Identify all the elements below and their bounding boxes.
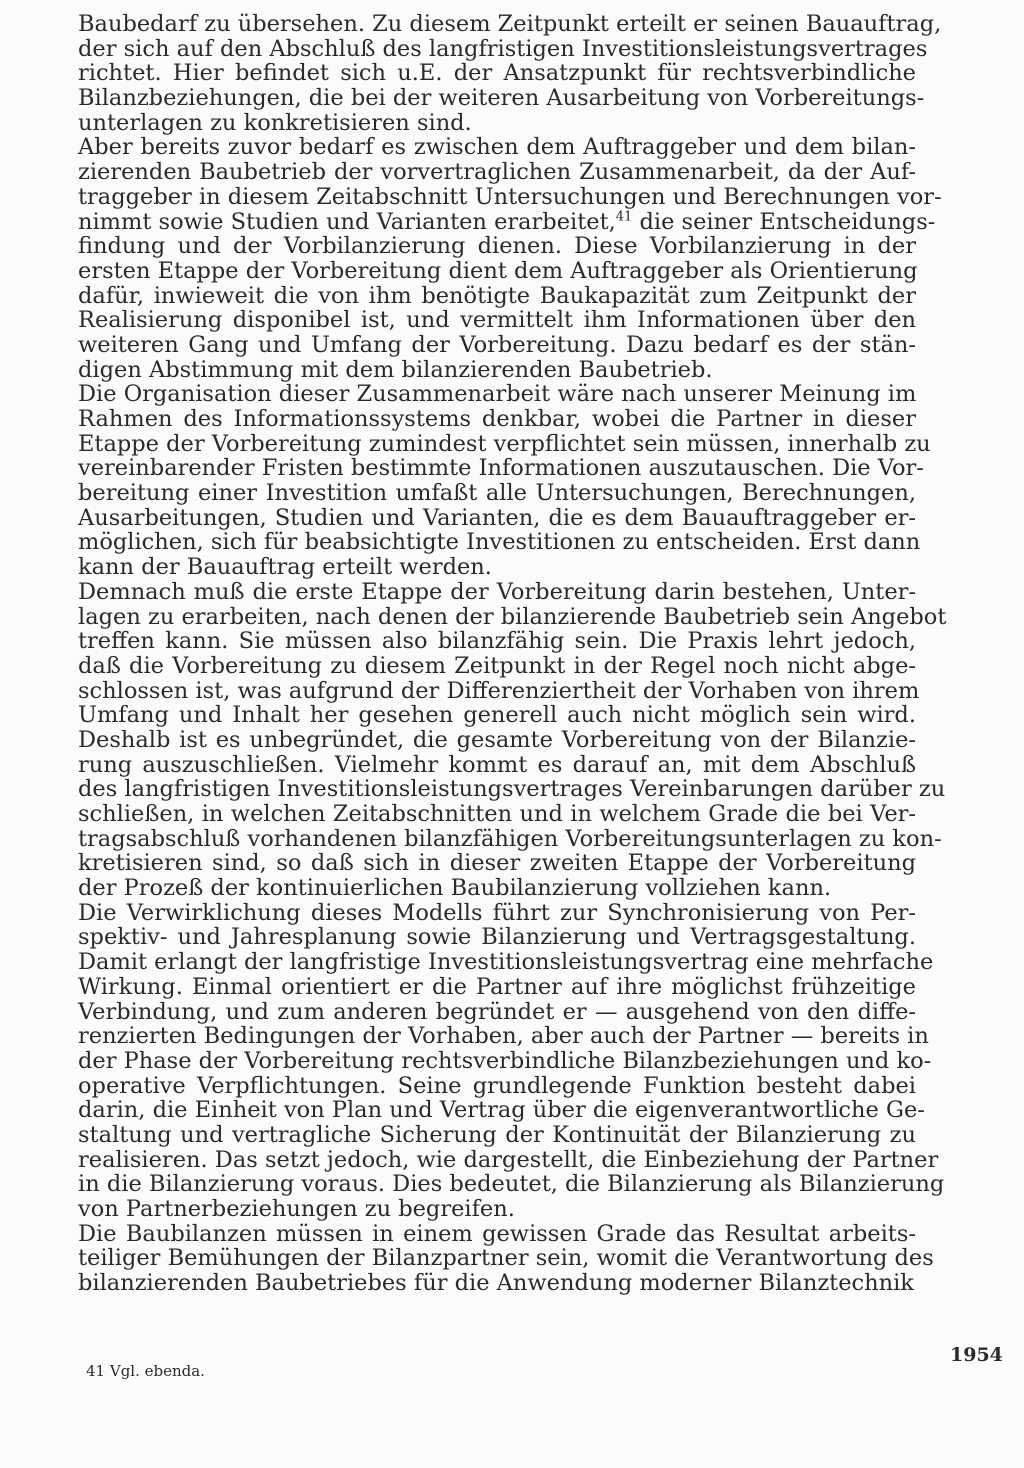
text-line: Etappe der Vorbereitung zumindest verpflichtet sein müssen, innerhalb zu (78, 430, 931, 457)
text-line: kretisieren sind, so daß sich in dieser zweiten Etappe der Vorbereitung (78, 850, 916, 877)
text-line: Die Baubilanzen müssen in einem gewissen Grade das Resultat arbeits- (78, 1220, 916, 1247)
text-line: digen Abstimmung mit dem bilanzierenden Baubetrieb. (78, 356, 713, 383)
text-line: dafür, inwieweit die von ihm benötigte Baukapazität zum Zeitpunkt der (78, 282, 916, 309)
text-line: Wirkung. Einmal orientiert er die Partner auf ihre möglichst frühzeitige (78, 973, 916, 1000)
text-line: nimmt sowie Studien und Varianten erarbeitet,$^{41}$ die seiner Entscheidungs- (78, 208, 936, 235)
text-line: staltung und vertragliche Sicherung der Kontinuität der Bilanzierung zu (78, 1121, 916, 1148)
text-line: spektiv- und Jahresplanung sowie Bilanzierung und Vertragsgestaltung. (78, 924, 916, 951)
text-line: Demnach muß die erste Etappe der Vorbereitung darin bestehen, Unter- (78, 578, 916, 605)
text-line: von Partnerbeziehungen zu begreifen. (78, 1196, 515, 1222)
text-line: Die Verwirklichung dieses Modells führt zur Synchronisierung von Per- (78, 899, 916, 926)
document-body (78, 11, 947, 1297)
text-line: traggeber in diesem Zeitabschnitt Untersuchungen und Berechnungen vor- (78, 183, 942, 210)
text-line: realisieren. Das setzt jedoch, wie dargestellt, die Einbeziehung der Partner (78, 1146, 939, 1173)
text-line: Rahmen des Informationssystems denkbar, wobei die Partner in dieser (78, 406, 916, 432)
text-line: teiliger Bemühungen der Bilanzpartner sein, womit die Verantwortung des (78, 1245, 934, 1272)
text-line: daß die Vorbereitung zu diesem Zeitpunkt in der Regel noch nicht abge- (78, 652, 916, 679)
text-line: ersten Etappe der Vorbereitung dient dem Auftraggeber als Orientierung (78, 257, 918, 284)
footnote: 41 Vgl. ebenda. (86, 1362, 205, 1380)
text-line: in die Bilanzierung voraus. Dies bedeutet, die Bilanzierung als Bilanzierung (78, 1171, 945, 1198)
text-line: rung auszuschließen. Vielmehr kommt es darauf an, mit dem Abschluß (78, 751, 916, 778)
text-line: schließen, in welchen Zeitabschnitten und in welchem Grade die bei Ver- (78, 801, 916, 827)
text-line: richtet. Hier befindet sich u.E. der Ansatzpunkt für rechtsverbindliche (78, 60, 916, 87)
text-line: weiteren Gang und Umfang der Vorbereitung. Dazu bedarf es der stän- (78, 331, 916, 358)
text-line: operative Verpflichtungen. Seine grundlegende Funktion besteht dabei (78, 1072, 916, 1099)
text-line: treffen kann. Sie müssen also bilanzfähig sein. Die Praxis lehrt jedoch, (78, 628, 916, 655)
footnote-ref: 41 (615, 209, 633, 224)
text-line: Realisierung disponibel ist, und vermittelt ihm Informationen über den (78, 307, 916, 334)
text-line: bilanzierenden Baubetriebes für die Anwendung moderner Bilanztechnik (78, 1270, 914, 1297)
page-number: 1954 (950, 1344, 1003, 1366)
text-line: vereinbarender Fristen bestimmte Informationen auszutauschen. Die Vor- (78, 455, 924, 482)
paragraph (78, 578, 947, 902)
text-line: Bilanzbeziehungen, die bei der weiteren Ausarbeitung von Vorbereitungs- (78, 85, 925, 112)
text-line: der Prozeß der kontinuierlichen Baubilanzierung vollziehen kann. (78, 875, 832, 902)
text-line: Baubedarf zu übersehen. Zu diesem Zeitpunkt erteilt er seinen Bauauftrag, (78, 11, 942, 37)
text-line: Verbindung, und zum anderen begründet er — ausgehend von den diffe- (78, 998, 916, 1025)
text-line: lagen zu erarbeiten, nach denen der bilanzierende Baubetrieb sein Angebot (78, 603, 947, 630)
text-line: zierenden Baubetrieb der vorvertraglichen Zusammenarbeit, da der Auf- (78, 159, 916, 186)
text-line: tragsabschluß vorhandenen bilanzfähigen Vorbereitungsunterlagen zu kon- (78, 825, 942, 852)
text-line: schlossen ist, was aufgrund der Differenziertheit der Vorhaben von ihrem (78, 677, 920, 704)
paragraph-container (78, 11, 947, 1297)
text-line: des langfristigen Investitionsleistungsvertrages Vereinbarungen darüber zu (78, 776, 946, 803)
text-line: unterlagen zu konkretisieren sind. (78, 109, 472, 136)
text-line: Umfang und Inhalt her gesehen generell auch nicht möglich sein wird. (78, 702, 916, 729)
text-line: findung und der Vorbilanzierung dienen. Diese Vorbilanzierung in der (78, 233, 916, 260)
paragraph (78, 381, 931, 581)
text-line: möglichen, sich für beabsichtigte Investitionen zu entscheiden. Erst dann (78, 529, 921, 556)
text-line: der Phase der Vorbereitung rechtsverbindliche Bilanzbeziehungen und ko- (78, 1047, 932, 1074)
text-line: darin, die Einheit von Plan und Vertrag über die eigenverantwortliche Ge- (78, 1097, 925, 1124)
paragraph (78, 11, 942, 136)
text-line: kann der Bauauftrag erteilt werden. (78, 554, 492, 581)
text-line: Aber bereits zuvor bedarf es zwischen dem Auftraggeber und dem bilan- (78, 134, 916, 161)
text-line: bereitung einer Investition umfaßt alle Untersuchungen, Berechnungen, (78, 480, 916, 507)
paragraph (78, 134, 942, 383)
text-line: Damit erlangt der langfristige Investitionsleistungsvertrag eine mehrfache (78, 949, 934, 976)
text-line: Die Organisation dieser Zusammenarbeit wäre nach unserer Meinung im (78, 381, 917, 408)
text-line: Deshalb ist es unbegründet, die gesamte Vorbereitung von der Bilanzie- (78, 726, 916, 753)
paragraph (78, 899, 945, 1222)
text-line: renzierten Bedingungen der Vorhaben, aber auch der Partner — bereits in (78, 1023, 929, 1050)
text-line: Ausarbeitungen, Studien und Varianten, die es dem Bauauftraggeber er- (78, 504, 916, 531)
text-line: der sich auf den Abschluß des langfristigen Investitionsleistungsvertrages (78, 35, 928, 62)
paragraph (78, 1220, 934, 1297)
